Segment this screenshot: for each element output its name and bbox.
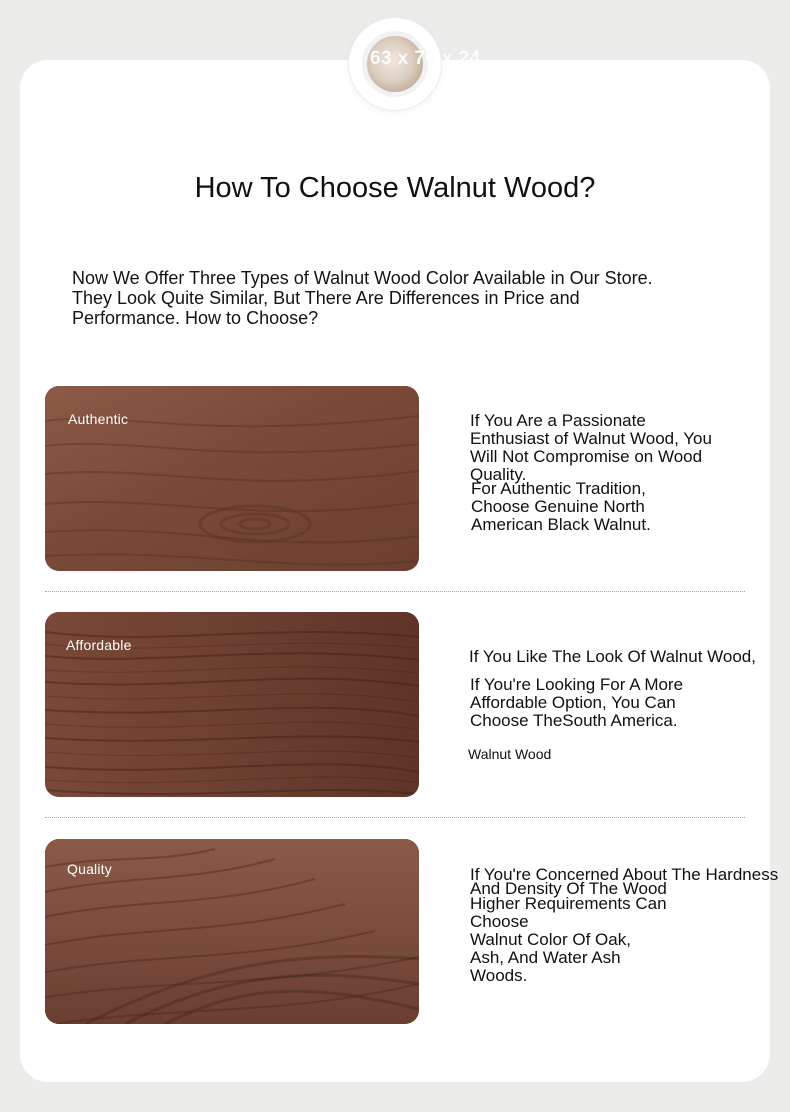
section-affordable <box>45 612 756 798</box>
desc-authentic-2: For Authentic Tradition, Choose Genuine North American Black Walnut. <box>471 479 651 534</box>
desc-authentic-1: If You Are a Passionate Enthusiast of Walnut Wood, You Will Not Compromise on Wood Quality. <box>470 411 712 484</box>
intro-line-2: They Look Quite Similar, But There Are Differences in Price and <box>72 288 580 308</box>
desc-quality-2: Higher Requirements Can Choose Walnut Color Of Oak, Ash, And Water Ash Woods. <box>470 894 667 985</box>
intro-line-1: Now We Offer Three Types of Walnut Wood Color Available in Our Store. <box>72 268 653 288</box>
intro-paragraph <box>72 268 712 328</box>
desc-affordable-3: Walnut Wood <box>468 746 552 762</box>
section-quality <box>45 839 779 1025</box>
desc-quality-1: If You're Concerned About The Hardness And Density Of The Wood <box>470 865 779 898</box>
section-divider-1 <box>45 591 745 592</box>
desc-affordable-2: If You're Looking For A More Affordable Option, You Can Choose TheSouth America. <box>470 675 684 730</box>
page-title: How To Choose Walnut Wood? <box>194 172 596 204</box>
section-authentic <box>45 386 745 572</box>
size-badge-text: 63 x 76 x 24 <box>370 48 481 69</box>
desc-affordable-1: If You Like The Look Of Walnut Wood, <box>469 647 756 666</box>
wood-label-authentic: Authentic <box>68 411 129 427</box>
section-divider-2 <box>45 817 745 818</box>
wood-label-affordable: Affordable <box>66 637 132 653</box>
intro-line-3: Performance. How to Choose? <box>72 308 319 328</box>
wood-label-quality: Quality <box>67 861 112 877</box>
